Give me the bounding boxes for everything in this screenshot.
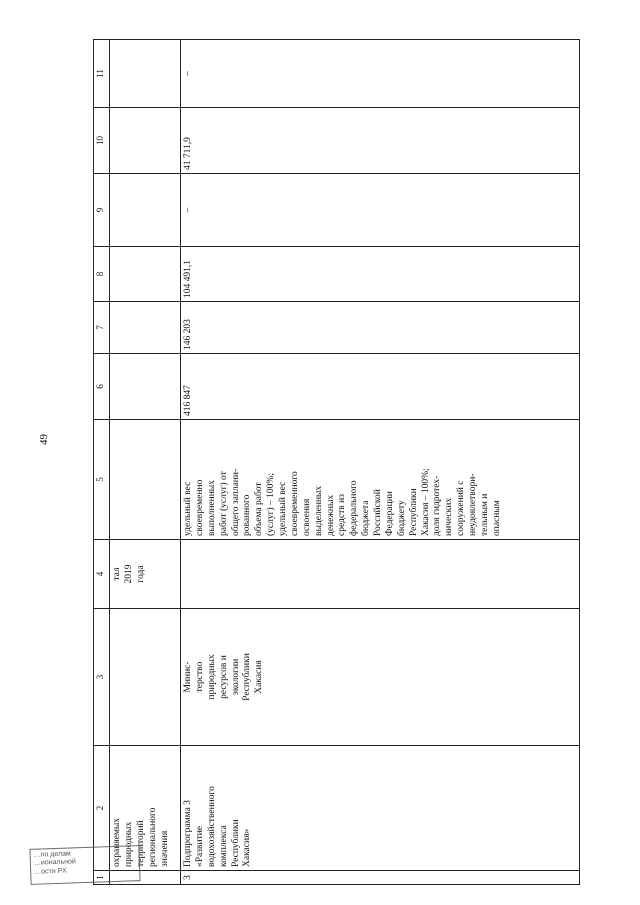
official-stamp: …по делам …иональной …ости РХ (29, 845, 140, 885)
table-cell: Минис- терство природных ресурсов и экологии Республики Хакасия (181, 609, 580, 746)
table-row (110, 40, 181, 885)
column-header: 6 (94, 354, 110, 420)
table-cell: 3 (181, 871, 580, 885)
table-cell: 41 711,9 (181, 108, 580, 174)
table-cell (110, 609, 181, 746)
table-cell (181, 540, 580, 609)
table-cell: охраняемых природных территорий регионального значения (110, 746, 181, 871)
column-header: 2 (94, 746, 110, 871)
table-cell (110, 40, 181, 108)
table-cell (110, 302, 181, 354)
page-number: 49 (38, 434, 50, 445)
column-header: 4 (94, 540, 110, 609)
table-row (181, 40, 580, 885)
table-cell (110, 174, 181, 247)
column-header: 9 (94, 174, 110, 247)
column-header: 11 (94, 40, 110, 108)
table-cell (110, 354, 181, 420)
column-header: 3 (94, 609, 110, 746)
table-cell (110, 247, 181, 302)
table-cell: 104 491,1 (181, 247, 580, 302)
table-cell (110, 108, 181, 174)
column-number-row (94, 40, 110, 885)
table-cell: – (181, 40, 580, 108)
column-header: 10 (94, 108, 110, 174)
program-table (93, 39, 580, 885)
table-cell: Подпрограмма 3 «Развитие водохозяйственного комплекса Республики Хакасия» (181, 746, 580, 871)
table-cell: тал 2019 года (110, 540, 181, 609)
table-cell: удельный вес своевременно выполненных работ (услуг) от общего заплани- рованного объема работ (услуг) – 100%; удельный вес своевременного освоения выделенных денежных средств из федерального бюджета Российской Федерации бюджету Республики Хакасия – 100%; доля гидротех- нических сооружений с неудовлетвори- тельным и опасным (181, 420, 580, 540)
rotated-table-container (93, 40, 580, 885)
table-cell: – (181, 174, 580, 247)
column-header: 5 (94, 420, 110, 540)
column-header: 7 (94, 302, 110, 354)
table-cell (110, 420, 181, 540)
column-header: 8 (94, 247, 110, 302)
column-header: 1 (94, 871, 110, 885)
table-cell: 416 847 (181, 354, 580, 420)
table-cell: 146 203 (181, 302, 580, 354)
